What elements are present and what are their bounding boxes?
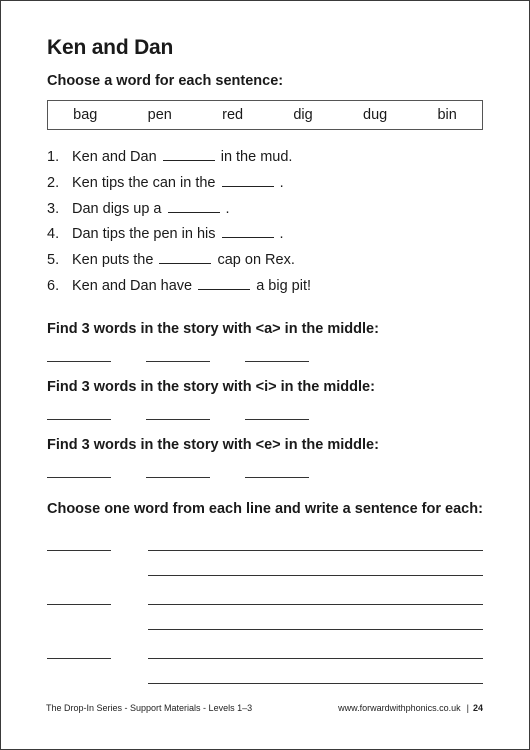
sentence-text-before: Ken and Dan have [72, 277, 193, 294]
word-line[interactable] [47, 658, 111, 659]
sentence-line[interactable] [148, 629, 483, 630]
footer-url: www.forwardwithphonics.co.uk [338, 703, 461, 713]
page-number: 24 [472, 703, 483, 713]
sentence-item [47, 199, 311, 225]
sentence-number: 3. [47, 200, 60, 217]
footer-series-title: The Drop-In Series - Support Materials - Levels 1–3 [46, 703, 253, 713]
sentence-text-after: . [279, 226, 284, 243]
sentence-text-before: Ken tips the can in the [72, 174, 216, 191]
sentence-line[interactable] [148, 658, 483, 659]
sentence-text-before: Ken puts the [72, 252, 154, 269]
sentence-item [47, 276, 311, 302]
answer-blank[interactable] [168, 201, 220, 213]
answer-line[interactable] [146, 361, 210, 362]
sentence-text-after: cap on Rex. [217, 252, 295, 269]
word-bank-item: pen [147, 107, 172, 123]
find-i-instruction: Find 3 words in the story with <i> in the middle: [47, 379, 375, 395]
sentence-text-before: Dan tips the pen in his [72, 226, 216, 243]
answer-line[interactable] [245, 361, 309, 362]
sentence-number: 6. [47, 277, 60, 294]
sentence-line[interactable] [148, 604, 483, 605]
answer-line[interactable] [245, 419, 309, 420]
answer-blank[interactable] [159, 252, 211, 264]
sentence-text-after: . [225, 200, 230, 217]
footer-right [338, 703, 483, 713]
answer-blank[interactable] [163, 149, 215, 161]
sentence-text-before: Ken and Dan [72, 149, 157, 165]
sentence-text-after: a big pit! [256, 277, 312, 294]
sentence-text-before: Dan digs up a [72, 200, 162, 217]
sentence-line[interactable] [148, 550, 483, 551]
word-bank-item: dug [363, 107, 388, 123]
word-choice-instruction: Choose a word for each sentence: [47, 73, 284, 89]
answer-line[interactable] [47, 477, 111, 478]
page-title: Ken and Dan [47, 36, 174, 59]
footer-separator: | [466, 703, 469, 713]
word-line[interactable] [47, 604, 111, 605]
sentence-number: 1. [47, 149, 60, 165]
word-line[interactable] [47, 550, 111, 551]
answer-blank[interactable] [222, 226, 274, 238]
word-bank-item: red [222, 107, 244, 123]
sentence-number: 5. [47, 252, 60, 269]
sentence-text-after: in the mud. [220, 149, 293, 165]
sentence-item [47, 250, 311, 276]
answer-line[interactable] [146, 477, 210, 478]
sentence-list [47, 147, 311, 302]
answer-blank[interactable] [198, 278, 250, 290]
word-bank [47, 100, 483, 130]
sentence-line[interactable] [148, 575, 483, 576]
sentence-writing-instruction: Choose one word from each line and write a sentence for each: [47, 501, 483, 517]
sentence-line[interactable] [148, 683, 483, 684]
sentence-number: 4. [47, 226, 60, 243]
word-bank-item: bag [73, 107, 98, 123]
sentence-item [47, 224, 311, 250]
find-e-instruction: Find 3 words in the story with <e> in the middle: [47, 437, 379, 453]
sentence-item [47, 173, 311, 199]
word-bank-item: dig [293, 107, 313, 123]
answer-blank[interactable] [222, 175, 274, 187]
answer-line[interactable] [146, 419, 210, 420]
answer-line[interactable] [47, 361, 111, 362]
find-a-instruction: Find 3 words in the story with <a> in the middle: [47, 321, 379, 337]
word-bank-item: bin [437, 107, 457, 123]
answer-line[interactable] [245, 477, 309, 478]
answer-line[interactable] [47, 419, 111, 420]
sentence-number: 2. [47, 174, 60, 191]
sentence-item [47, 147, 311, 173]
sentence-text-after: . [279, 174, 284, 191]
